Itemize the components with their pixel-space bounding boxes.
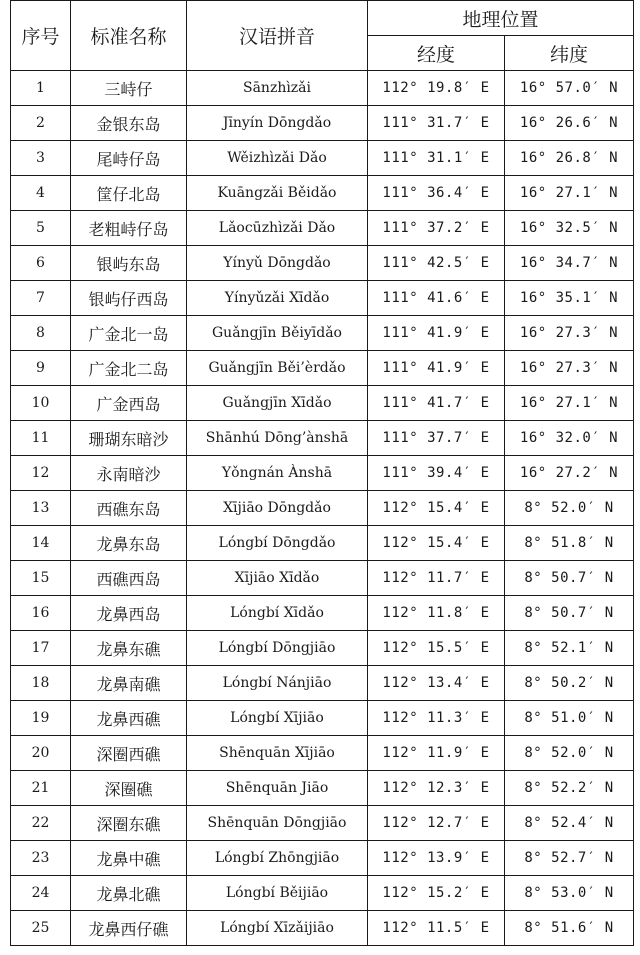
- cell-no: 13: [11, 491, 71, 526]
- cell-longitude: 112° 12.3′ E: [368, 771, 505, 806]
- cell-name: 广金北二岛: [71, 351, 187, 386]
- cell-latitude: 16° 57.0′ N: [505, 71, 634, 106]
- cell-no: 4: [11, 176, 71, 211]
- cell-longitude: 111° 36.4′ E: [368, 176, 505, 211]
- table-row: [11, 561, 634, 596]
- table-header: [11, 1, 634, 71]
- cell-latitude: 16° 34.7′ N: [505, 246, 634, 281]
- cell-no: 8: [11, 316, 71, 351]
- cell-longitude: 112° 15.5′ E: [368, 631, 505, 666]
- cell-name: 深圈西礁: [71, 736, 187, 771]
- cell-pinyin: Lóngbí Dōngdǎo: [187, 526, 368, 561]
- cell-longitude: 111° 41.6′ E: [368, 281, 505, 316]
- table-row: [11, 526, 634, 561]
- cell-pinyin: Guǎngjīn Xīdǎo: [187, 386, 368, 421]
- cell-name: 西礁东岛: [71, 491, 187, 526]
- cell-latitude: 8° 52.4′ N: [505, 806, 634, 841]
- cell-longitude: 112° 11.5′ E: [368, 911, 505, 946]
- place-names-table: [10, 0, 634, 946]
- cell-no: 20: [11, 736, 71, 771]
- cell-latitude: 16° 27.3′ N: [505, 316, 634, 351]
- cell-longitude: 112° 11.9′ E: [368, 736, 505, 771]
- cell-pinyin: Lóngbí Zhōngjiāo: [187, 841, 368, 876]
- table-row: [11, 281, 634, 316]
- cell-latitude: 8° 51.8′ N: [505, 526, 634, 561]
- cell-latitude: 8° 52.7′ N: [505, 841, 634, 876]
- table-row: [11, 841, 634, 876]
- cell-longitude: 112° 15.4′ E: [368, 526, 505, 561]
- cell-latitude: 8° 52.1′ N: [505, 631, 634, 666]
- cell-no: 23: [11, 841, 71, 876]
- cell-name: 筐仔北岛: [71, 176, 187, 211]
- cell-no: 5: [11, 211, 71, 246]
- cell-longitude: 112° 15.4′ E: [368, 491, 505, 526]
- cell-name: 三峙仔: [71, 71, 187, 106]
- cell-longitude: 111° 41.9′ E: [368, 351, 505, 386]
- cell-no: 15: [11, 561, 71, 596]
- cell-longitude: 112° 19.8′ E: [368, 71, 505, 106]
- table-row: [11, 421, 634, 456]
- header-no: 序号: [11, 1, 71, 71]
- cell-latitude: 8° 51.6′ N: [505, 911, 634, 946]
- cell-no: 7: [11, 281, 71, 316]
- cell-longitude: 111° 37.2′ E: [368, 211, 505, 246]
- cell-no: 9: [11, 351, 71, 386]
- header-name: 标准名称: [71, 1, 187, 71]
- cell-name: 龙鼻西礁: [71, 701, 187, 736]
- header-latitude: 纬度: [505, 36, 634, 71]
- cell-name: 广金北一岛: [71, 316, 187, 351]
- cell-latitude: 16° 26.6′ N: [505, 106, 634, 141]
- cell-longitude: 111° 42.5′ E: [368, 246, 505, 281]
- cell-name: 尾峙仔岛: [71, 141, 187, 176]
- cell-name: 西礁西岛: [71, 561, 187, 596]
- cell-name: 龙鼻南礁: [71, 666, 187, 701]
- cell-name: 龙鼻东礁: [71, 631, 187, 666]
- cell-pinyin: Xījiāo Dōngdǎo: [187, 491, 368, 526]
- table-row: [11, 176, 634, 211]
- table-row: [11, 666, 634, 701]
- cell-latitude: 8° 52.2′ N: [505, 771, 634, 806]
- cell-no: 3: [11, 141, 71, 176]
- cell-name: 金银东岛: [71, 106, 187, 141]
- cell-latitude: 16° 32.5′ N: [505, 211, 634, 246]
- cell-no: 14: [11, 526, 71, 561]
- cell-no: 25: [11, 911, 71, 946]
- table-row: [11, 911, 634, 946]
- cell-no: 24: [11, 876, 71, 911]
- cell-pinyin: Lóngbí Xīzǎijiāo: [187, 911, 368, 946]
- cell-longitude: 112° 11.7′ E: [368, 561, 505, 596]
- cell-latitude: 8° 50.7′ N: [505, 561, 634, 596]
- cell-name: 龙鼻西仔礁: [71, 911, 187, 946]
- cell-pinyin: Lóngbí Nánjiāo: [187, 666, 368, 701]
- table-row: [11, 876, 634, 911]
- table-row: [11, 596, 634, 631]
- table-row: [11, 771, 634, 806]
- cell-pinyin: Lóngbí Xījiāo: [187, 701, 368, 736]
- table-row: [11, 246, 634, 281]
- cell-no: 2: [11, 106, 71, 141]
- cell-longitude: 111° 37.7′ E: [368, 421, 505, 456]
- cell-longitude: 112° 13.4′ E: [368, 666, 505, 701]
- cell-longitude: 111° 31.7′ E: [368, 106, 505, 141]
- table-row: [11, 456, 634, 491]
- cell-longitude: 111° 39.4′ E: [368, 456, 505, 491]
- header-pinyin: 汉语拼音: [187, 1, 368, 71]
- cell-pinyin: Sānzhìzǎi: [187, 71, 368, 106]
- cell-name: 龙鼻西岛: [71, 596, 187, 631]
- table-row: [11, 631, 634, 666]
- cell-pinyin: Yínyǔzǎi Xīdǎo: [187, 281, 368, 316]
- cell-pinyin: Shēnquān Dōngjiāo: [187, 806, 368, 841]
- cell-latitude: 16° 35.1′ N: [505, 281, 634, 316]
- cell-longitude: 111° 41.7′ E: [368, 386, 505, 421]
- cell-pinyin: Lóngbí Dōngjiāo: [187, 631, 368, 666]
- table-row: [11, 351, 634, 386]
- table-row: [11, 806, 634, 841]
- cell-latitude: 8° 52.0′ N: [505, 736, 634, 771]
- cell-no: 1: [11, 71, 71, 106]
- table-row: [11, 316, 634, 351]
- cell-pinyin: Guǎngjīn Běiyīdǎo: [187, 316, 368, 351]
- cell-pinyin: Wěizhìzǎi Dǎo: [187, 141, 368, 176]
- header-longitude: 经度: [368, 36, 505, 71]
- cell-no: 19: [11, 701, 71, 736]
- table-row: [11, 141, 634, 176]
- cell-latitude: 16° 26.8′ N: [505, 141, 634, 176]
- cell-longitude: 112° 12.7′ E: [368, 806, 505, 841]
- cell-no: 17: [11, 631, 71, 666]
- cell-latitude: 8° 50.2′ N: [505, 666, 634, 701]
- cell-latitude: 16° 27.1′ N: [505, 386, 634, 421]
- cell-name: 龙鼻东岛: [71, 526, 187, 561]
- table-row: [11, 736, 634, 771]
- cell-name: 银屿东岛: [71, 246, 187, 281]
- cell-longitude: 112° 15.2′ E: [368, 876, 505, 911]
- cell-pinyin: Shēnquān Jiāo: [187, 771, 368, 806]
- cell-pinyin: Guǎngjīn Běi’èrdǎo: [187, 351, 368, 386]
- cell-name: 永南暗沙: [71, 456, 187, 491]
- header-location: 地理位置: [368, 1, 634, 36]
- cell-no: 22: [11, 806, 71, 841]
- cell-longitude: 111° 31.1′ E: [368, 141, 505, 176]
- cell-pinyin: Kuāngzǎi Běidǎo: [187, 176, 368, 211]
- cell-no: 16: [11, 596, 71, 631]
- cell-name: 珊瑚东暗沙: [71, 421, 187, 456]
- cell-longitude: 111° 41.9′ E: [368, 316, 505, 351]
- cell-no: 18: [11, 666, 71, 701]
- table-body: [11, 71, 634, 946]
- cell-name: 深圈礁: [71, 771, 187, 806]
- cell-no: 12: [11, 456, 71, 491]
- cell-name: 深圈东礁: [71, 806, 187, 841]
- cell-latitude: 16° 27.1′ N: [505, 176, 634, 211]
- table-row: [11, 106, 634, 141]
- table-row: [11, 491, 634, 526]
- cell-pinyin: Lóngbí Běijiāo: [187, 876, 368, 911]
- cell-pinyin: Jīnyín Dōngdǎo: [187, 106, 368, 141]
- cell-name: 广金西岛: [71, 386, 187, 421]
- cell-no: 11: [11, 421, 71, 456]
- cell-no: 10: [11, 386, 71, 421]
- cell-pinyin: Lǎocūzhìzǎi Dǎo: [187, 211, 368, 246]
- cell-latitude: 8° 52.0′ N: [505, 491, 634, 526]
- cell-pinyin: Yǒngnán Ànshā: [187, 456, 368, 491]
- table-row: [11, 386, 634, 421]
- cell-latitude: 16° 32.0′ N: [505, 421, 634, 456]
- cell-no: 21: [11, 771, 71, 806]
- table-row: [11, 701, 634, 736]
- cell-pinyin: Yínyǔ Dōngdǎo: [187, 246, 368, 281]
- cell-name: 银屿仔西岛: [71, 281, 187, 316]
- cell-no: 6: [11, 246, 71, 281]
- cell-longitude: 112° 13.9′ E: [368, 841, 505, 876]
- header-row-top: [11, 1, 634, 36]
- cell-latitude: 8° 50.7′ N: [505, 596, 634, 631]
- table-row: [11, 71, 634, 106]
- cell-pinyin: Shānhú Dōng’ànshā: [187, 421, 368, 456]
- cell-name: 老粗峙仔岛: [71, 211, 187, 246]
- cell-pinyin: Lóngbí Xīdǎo: [187, 596, 368, 631]
- cell-latitude: 16° 27.2′ N: [505, 456, 634, 491]
- cell-longitude: 112° 11.8′ E: [368, 596, 505, 631]
- cell-latitude: 8° 51.0′ N: [505, 701, 634, 736]
- cell-name: 龙鼻中礁: [71, 841, 187, 876]
- cell-latitude: 8° 53.0′ N: [505, 876, 634, 911]
- cell-pinyin: Shēnquān Xījiāo: [187, 736, 368, 771]
- cell-longitude: 112° 11.3′ E: [368, 701, 505, 736]
- cell-name: 龙鼻北礁: [71, 876, 187, 911]
- cell-pinyin: Xījiāo Xīdǎo: [187, 561, 368, 596]
- cell-latitude: 16° 27.3′ N: [505, 351, 634, 386]
- table-row: [11, 211, 634, 246]
